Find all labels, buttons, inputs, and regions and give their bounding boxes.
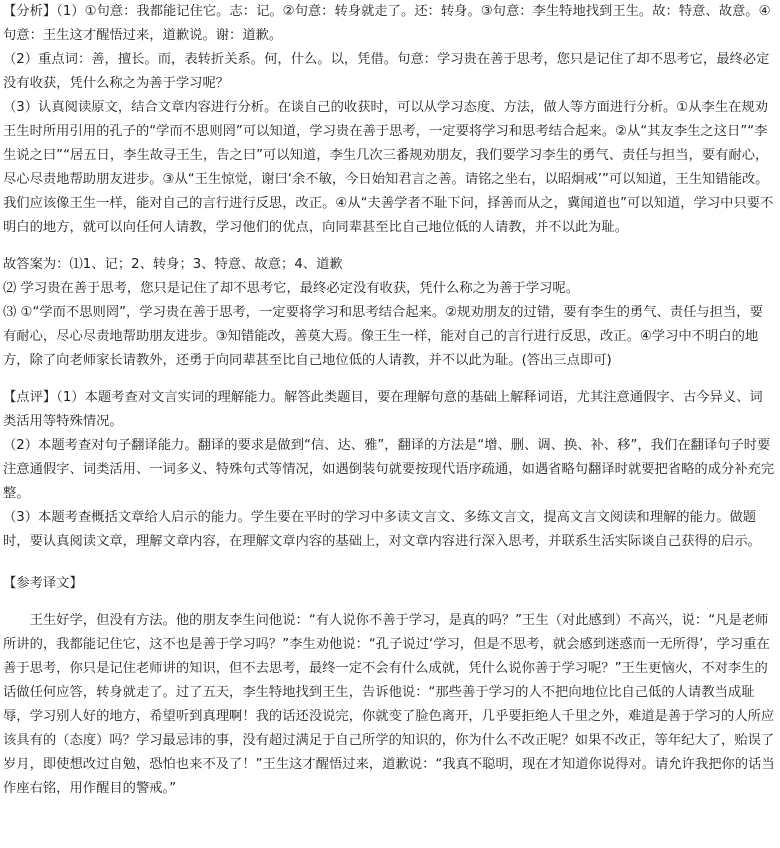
answer-part-2: ⑵ 学习贵在善于思考，您只是记住了却不思考它，最终必定没有收获，凭什么称之为善于学习呢。 (3, 281, 579, 296)
analysis-part-2: （2）重点词：善，擅长。而，表转折关系。何，什么。以，凭借。句意：学习贵在善于思考，您只是记住了却不思考它，最终必定没有收获，凭什么称之为善于学习呢？ (3, 52, 770, 91)
answer-part-3: ⑶ ①“学而不思则罔”，学习贵在善于思考，一定要将学习和思考结合起来。②规劝朋友的过错，要有李生的勇气、责任与担当，要有耐心，尽心尽责地帮助朋友进步。③知错能改，善莫大焉。像王生一样，能对自己的言行进行反思，改正。④学习中不明白的地方，除了向老师家长请教外，还勇于向同辈甚至比自己地位低的人请教，并不以此为耻。(答出三点即可) (3, 305, 763, 368)
analysis-part-3: （3）认真阅读原文，结合文章内容进行分析。在谈自己的收获时，可以从学习态度、方法，做人等方面进行分析。①从李生在规劝王生时所用引用的孔子的“学而不思则罔”可以知道，学习贵在善于思考，一定要将学习和思考结合起来。②从“其友李生之这日”“李生说之曰”“居五日，李生故寻王生，告之曰”可以知道，李生几次三番规劝朋友，我们要学习李生的勇气、责任与担当，要有耐心，尽心尽责地帮助朋友进步。③从“王生惊觉，谢曰‘余不敏，今日始知君言之善。请铭之坐右，以昭炯戒’”可以知道，王生知错能改。我们应该像王生一样，能对自己的言行进行反思，改正。④从“夫善学者不耻下问，择善而从之，冀闻道也”可以知道，学习中只要不明白的地方，就可以向任何人请教，学习他们的优点，向同辈甚至比自己地位低的人请教，并不以此为耻。 (3, 100, 774, 235)
analysis-section (3, 0, 776, 240)
comment-part-2: （2）本题考查对句子翻译能力。翻译的要求是做到“信、达、雅”，翻译的方法是“增、删、调、换、补、移”，我们在翻译句子时要注意通假字、词类活用、一词多义、特殊句式等情况，如遇倒装句就要按现代语序疏通，如遇省略句翻译时就要把省略的成分补充完整。 (3, 438, 775, 501)
translation-body: 王生好学，但没有方法。他的朋友李生问他说：“有人说你不善于学习，是真的吗？”王生（对此感到）不高兴，说：“凡是老师所讲的，我都能记住它，这不也是善于学习吗？”李生劝他说：“孔子说过‘学习，但是不思考，就会感到迷惑而一无所得’，学习重在善于思考，你只是记住老师讲的知识，但不去思考，最终一定不会有什么成就，凭什么说你善于学习呢？”王生更恼火，不对李生的话做任何应答，转身就走了。过了五天，李生特地找到王生，告诉他说：“那些善于学习的人不把向地位比自己低的人请教当成耻辱，学习别人好的地方，希望听到真理啊！我的话还没说完，你就变了脸色离开，几乎要拒绝人千里之外，难道是善于学习的人所应该具有的（态度）吗？学习最忌讳的事，没有超过满足于自己所学的知识的，你为什么不改正呢？如果不改正，等年纪大了，贻误了岁月，即使想改过自勉，恐怕也来不及了！”王生这才醒悟过来，道歉说：“我真不聪明，现在才知道你说得对。请允许我把你的话当作座右铭，用作醒目的警戒。” (3, 613, 775, 796)
answer-part-1: 故答案为：⑴1、记；2、转身；3、特意、故意；4、道歉 (3, 257, 343, 272)
analysis-part-1: 【分析】（1）①句意：我都能记住它。志：记。②句意：转身就走了。还：转身。③句意：李生特地找到王生。故：特意、故意。④句意：王生这才醒悟过来，道歉说。谢：道歉。 (3, 4, 771, 43)
answer-section (3, 253, 776, 373)
comment-section (3, 386, 776, 554)
translation-section (3, 572, 776, 801)
comment-part-3: （3）本题考查概括文章给人启示的能力。学生要在平时的学习中多读文言文、多练文言文，提高文言文阅读和理解的能力。做题时，要认真阅读文章，理解文章内容，在理解文章内容的基础上，对文章内容进行深入思考，并联系生活实际谈自己获得的启示。 (3, 510, 761, 549)
comment-part-1: 【点评】（1）本题考查对文言实词的理解能力。解答此类题目，要在理解句意的基础上解释词语，尤其注意通假字、古今异义、词类活用等特殊情况。 (3, 390, 763, 429)
translation-heading: 【参考译文】 (3, 576, 83, 591)
